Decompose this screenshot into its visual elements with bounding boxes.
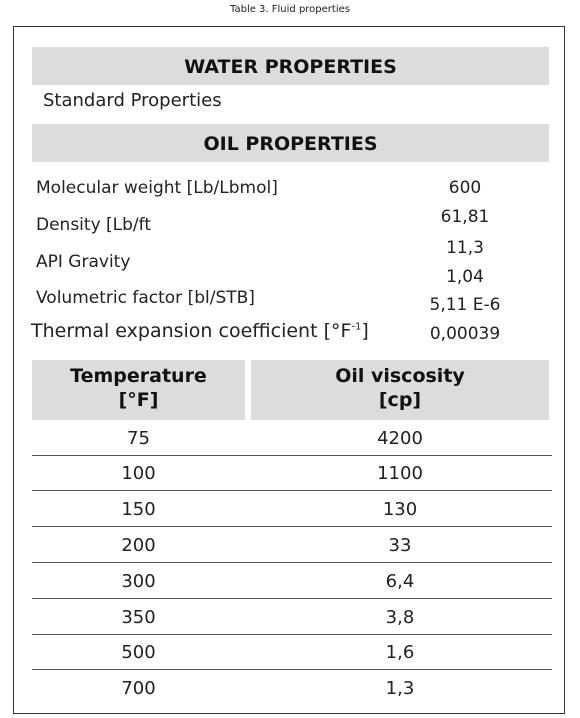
property-value: 61,81	[440, 207, 490, 227]
temperature-cell: 300	[121, 571, 156, 592]
property-value: 1,04	[446, 267, 484, 287]
column-header-temperature	[32, 360, 245, 420]
standard-properties-text: Standard Properties	[43, 90, 222, 111]
column-header-unit: [°F]	[118, 389, 159, 411]
thermal-label-exponent: -1	[351, 321, 362, 333]
table-row	[32, 564, 552, 599]
property-value: 600	[448, 178, 482, 198]
table-row	[32, 421, 552, 456]
column-header-line: Oil viscosity	[335, 365, 465, 387]
viscosity-cell: 33	[388, 535, 412, 556]
viscosity-cell: 1100	[377, 463, 423, 484]
viscosity-cell: 1,6	[385, 642, 415, 663]
column-header-viscosity	[251, 360, 549, 420]
column-header-unit: [cp]	[378, 389, 422, 411]
viscosity-cell: 4200	[377, 428, 423, 449]
temperature-cell: 700	[121, 678, 156, 699]
table-row	[32, 528, 552, 563]
property-label: API Gravity	[36, 252, 131, 272]
column-header-line: Temperature	[70, 365, 207, 387]
table-row	[32, 456, 552, 491]
temperature-cell: 350	[121, 607, 156, 628]
temperature-cell: 100	[121, 463, 156, 484]
property-value: 11,3	[446, 238, 484, 258]
property-value: 0,00039	[429, 324, 501, 344]
thermal-label-bracket: ]	[361, 320, 369, 342]
temperature-cell: 150	[121, 499, 156, 520]
temperature-cell: 500	[121, 642, 156, 663]
table-row	[32, 671, 552, 706]
oil-properties-header: OIL PROPERTIES	[32, 124, 549, 162]
thermal-label-text: Thermal expansion coefficient [°F	[31, 320, 352, 342]
viscosity-cell: 1,3	[385, 678, 415, 699]
viscosity-cell: 3,8	[385, 607, 415, 628]
property-label	[31, 320, 369, 342]
temperature-cell: 75	[127, 428, 150, 449]
table-row	[32, 492, 552, 527]
property-label: Molecular weight [Lb/Lbmol]	[36, 178, 278, 198]
viscosity-cell: 6,4	[385, 571, 415, 592]
property-value: 5,11 E-6	[429, 295, 501, 315]
table-row	[32, 635, 552, 670]
property-label: Volumetric factor [bl/STB]	[36, 288, 255, 308]
temperature-cell: 200	[121, 535, 156, 556]
table-caption: Table 3. Fluid properties	[230, 4, 350, 15]
viscosity-cell: 130	[382, 499, 418, 520]
table-row	[32, 600, 552, 635]
water-properties-header: WATER PROPERTIES	[32, 47, 549, 85]
property-label: Density [Lb/ft	[36, 215, 152, 235]
